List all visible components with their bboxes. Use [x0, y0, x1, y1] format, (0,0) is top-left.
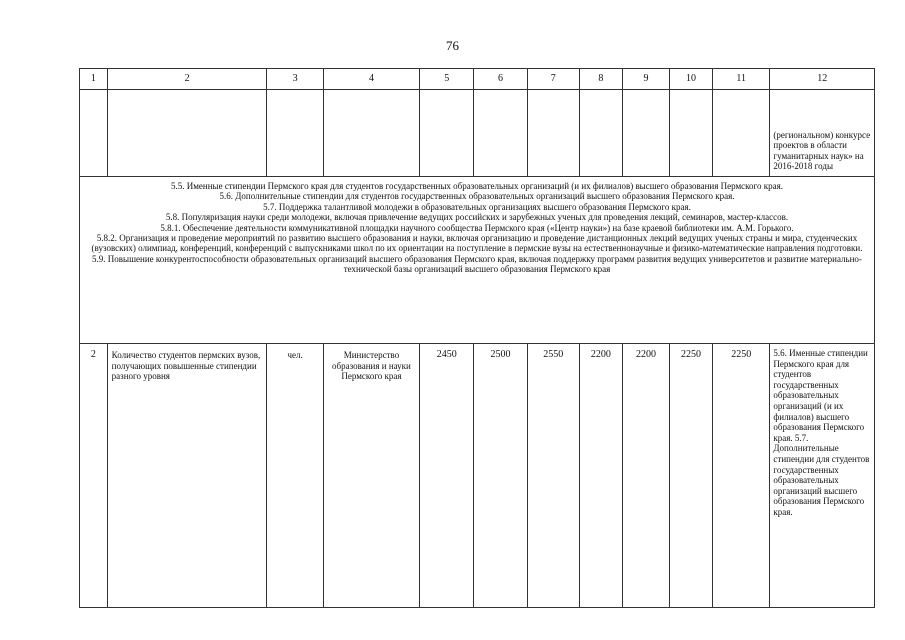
- row-number: 2: [80, 344, 108, 608]
- section-line: 5.8. Популяризация науки среди молодежи, включая привлечение ведущих российских и зарубежных ученых для проведения лекций, семинаров, мастер-классов.: [165, 212, 789, 223]
- section-line: 5.9. Повышение конкурентоспособности образовательных организаций высшего образования Пермского края, включая поддержку программ развития ведущих университетов и развитие материально-технической базы организаций высшего образования Пермского края: [92, 253, 862, 275]
- section-line: 5.8.1. Обеспечение деятельности коммуникативной площадки научного сообщества Пермского края («Центр науки») на базе краевой библиотеки им. А.М. Горького.: [160, 222, 794, 233]
- value-cell: 2550: [527, 344, 579, 608]
- column-header: 4: [323, 69, 419, 90]
- value-cell: 2250: [670, 344, 713, 608]
- measures-cell: 5.6. Именные стипендии Пермского края для студентов государственных образовательных организаций (и их филиалов) высшего образования Пермского края. 5.7. Дополнительные стипендии для студентов государственных образовательных организаций высшего образования Пермского края.: [770, 344, 875, 608]
- page-number: 76: [446, 38, 459, 53]
- section-line: 5.6. Дополнительные стипендии для студентов государственных образовательных организаций высшего образования Пермского края.: [219, 191, 735, 202]
- column-header: 1: [80, 69, 108, 90]
- section-line: 5.7. Поддержка талантливой молодежи в образовательных организациях высшего образования Пермского края.: [263, 201, 691, 212]
- value-cell: 2250: [713, 344, 770, 608]
- column-header: 3: [267, 69, 323, 90]
- column-header-row: [80, 69, 875, 90]
- column-header: 11: [713, 69, 770, 90]
- column-header: 10: [670, 69, 713, 90]
- column-header: 12: [770, 69, 875, 90]
- unit: чел.: [267, 344, 323, 608]
- continuation-row: [80, 90, 875, 177]
- section-line: 5.5. Именные стипендии Пермского края для студентов государственных образовательных организаций (и их филиалов) высшего образования Пермского края.: [170, 181, 784, 191]
- column-header: 2: [107, 69, 267, 90]
- value-cell: 2450: [420, 344, 474, 608]
- column-header: 5: [420, 69, 474, 90]
- section-line: 5.8.2. Организация и проведение мероприятий по развитию высшего образования и науки, включая организацию и проведение дистанционных лекций ведущих ученых страны и мира, студенческих (вузовских) олимпиад, конференций, конференций с выпускниками школ по их ориентации на поступление в пермские вузы на естественнонаучные и физико-математические направления подготовки.: [91, 233, 863, 254]
- value-cell: 2500: [474, 344, 527, 608]
- column-header: 8: [579, 69, 622, 90]
- value-cell: 2200: [622, 344, 669, 608]
- indicators-table: [79, 68, 875, 608]
- responsible-body: Министерство образования и науки Пермского края: [323, 344, 419, 608]
- table-row: [80, 344, 875, 608]
- column-header: 9: [622, 69, 669, 90]
- continuation-cell: (региональном) конкурсе проектов в области гуманитарных наук» на 2016-2018 годы: [770, 90, 875, 177]
- column-header: 7: [527, 69, 579, 90]
- section-cell: [80, 177, 875, 344]
- value-cell: 2200: [579, 344, 622, 608]
- column-header: 6: [474, 69, 527, 90]
- indicator-name: Количество студентов пермских вузов, получающих повышенные стипендии разного уровня: [107, 344, 267, 608]
- section-row: [80, 177, 875, 344]
